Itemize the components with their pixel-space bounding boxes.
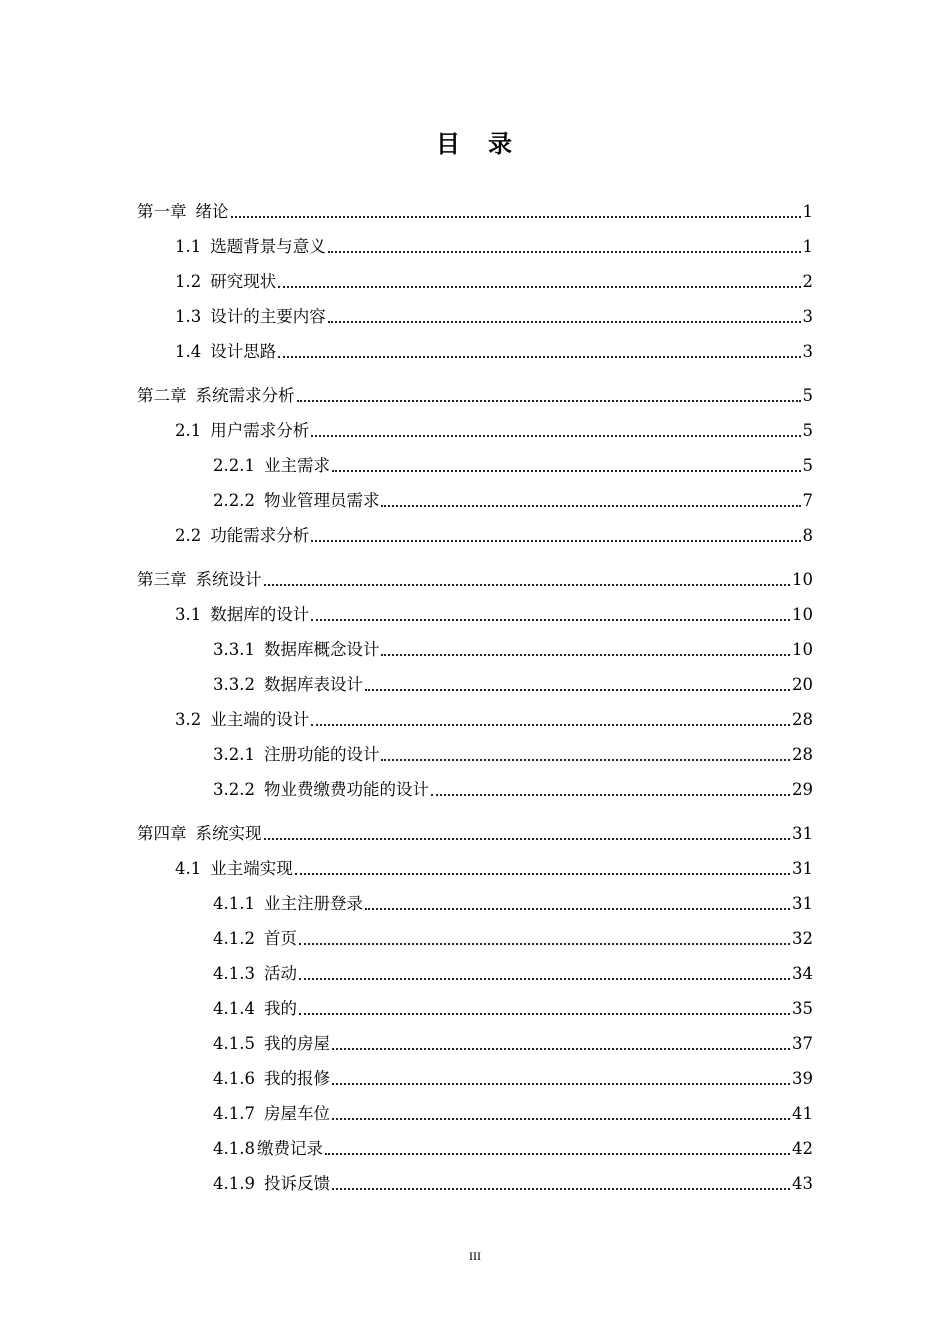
toc-entry-title: 研究现状 [210,272,277,291]
toc-entry[interactable] [213,1172,813,1196]
toc-entry[interactable] [213,1067,813,1091]
toc-entry-label [137,384,295,408]
toc-entry-label [213,1067,330,1091]
toc-entry-label [175,524,309,548]
toc-entry-label [213,927,297,951]
toc-entry[interactable] [175,524,813,548]
toc-entry-label [137,568,262,592]
toc-entry[interactable] [137,200,813,224]
toc-entry-page: 28 [792,710,813,729]
toc-entry[interactable] [213,892,813,916]
toc-entry-page: 3 [802,342,813,361]
toc-entry-page: 7 [802,491,813,510]
page-title: 目 录 [436,130,514,158]
toc-entry-title: 首页 [263,929,297,948]
toc-entry[interactable] [213,1102,813,1126]
toc-entry-label [175,603,309,627]
toc-dot-leader [332,1118,790,1120]
toc-entry[interactable] [137,384,813,408]
toc-dot-leader [299,978,790,980]
toc-entry-number: 第四章 [137,824,187,843]
toc-dot-leader [381,654,790,656]
page-number: III [469,1249,481,1263]
toc-dot-leader [311,540,800,542]
toc-dot-leader [328,251,801,253]
toc-entry-number: 4.1.4 [213,999,255,1018]
toc-entry-number: 3.2.1 [213,745,255,764]
toc-entry-label [175,857,293,881]
toc-entry-title: 投诉反馈 [263,1174,330,1193]
toc-entry-page: 10 [792,570,813,589]
toc-entry-label [213,778,429,802]
toc-entry-title: 功能需求分析 [210,526,310,545]
toc-entry-label [213,673,363,697]
toc-entry-title: 设计思路 [210,342,277,361]
toc-entry[interactable] [213,1137,813,1161]
toc-entry-label [137,200,229,224]
toc-entry-number: 4.1.3 [213,964,255,983]
toc-entry-page: 31 [792,894,813,913]
toc-entry-page: 1 [802,202,813,221]
toc-entry-label [175,305,326,329]
toc-entry-title: 注册功能的设计 [263,745,380,764]
toc-entry-label [213,997,297,1021]
toc-entry-title: 缴费记录 [256,1139,323,1158]
toc-dot-leader [299,943,790,945]
toc-entry-label [175,270,276,294]
toc-dot-leader [278,286,800,288]
toc-entry-page: 5 [802,421,813,440]
toc-entry-title: 业主注册登录 [263,894,363,913]
toc-entry[interactable] [175,708,813,732]
toc-entry-page: 35 [792,999,813,1018]
toc-dot-leader [431,794,790,796]
toc-entry-label [213,962,297,986]
toc-entry[interactable] [175,419,813,443]
toc-entry-title: 我的房屋 [263,1034,330,1053]
toc-entry[interactable] [213,638,813,662]
toc-entry-page: 5 [802,386,813,405]
toc-dot-leader [295,873,790,875]
toc-entry-page: 29 [792,780,813,799]
toc-entry-page: 31 [792,824,813,843]
toc-entry[interactable] [175,305,813,329]
toc-entry-page: 41 [792,1104,813,1123]
toc-dot-leader [332,1083,790,1085]
toc-dot-leader [381,759,790,761]
toc-dot-leader [332,1188,790,1190]
toc-entry[interactable] [175,603,813,627]
toc-entry[interactable] [137,822,813,846]
toc-entry-page: 39 [792,1069,813,1088]
toc-entry-page: 1 [802,237,813,256]
toc-entry-title: 系统实现 [195,824,262,843]
toc-entry-title: 我的 [263,999,297,1018]
toc-entry-number: 2.2.2 [213,491,255,510]
toc-entry[interactable] [213,489,813,513]
toc-entry-number: 1.2 [175,272,202,291]
toc-entry-label [137,822,262,846]
toc-entry-number: 4.1.1 [213,894,255,913]
toc-entry[interactable] [175,235,813,259]
toc-entry-page: 37 [792,1034,813,1053]
toc-entry-number: 4.1.7 [213,1104,255,1123]
toc-dot-leader [311,435,800,437]
toc-dot-leader [311,619,790,621]
toc-entry-title: 业主需求 [263,456,330,475]
toc-entry-page: 31 [792,859,813,878]
toc-entry[interactable] [213,1032,813,1056]
toc-entry-page: 10 [792,640,813,659]
toc-entry-title: 物业管理员需求 [263,491,380,510]
toc-entry-page: 3 [802,307,813,326]
toc-dot-leader [299,1013,790,1015]
toc-entry-title: 绪论 [195,202,229,221]
toc-dot-leader [264,838,791,840]
toc-entry-number: 1.1 [175,237,202,256]
toc-dot-leader [311,724,790,726]
toc-entry-number: 4.1.9 [213,1174,255,1193]
toc-entry-title: 系统需求分析 [195,386,295,405]
toc-entry-title: 用户需求分析 [210,421,310,440]
toc-entry-label [213,638,379,662]
toc-dot-leader [278,356,800,358]
toc-entry-page: 43 [792,1174,813,1193]
toc-entry-title: 数据库表设计 [263,675,363,694]
toc-entry-label [213,1172,330,1196]
toc-entry-page: 32 [792,929,813,948]
toc-entry-label [213,892,363,916]
toc-entry[interactable] [137,568,813,592]
toc-entry-number: 1.3 [175,307,202,326]
toc-entry-title: 系统设计 [195,570,262,589]
toc-entry[interactable] [213,778,813,802]
toc-entry-number: 4.1.5 [213,1034,255,1053]
toc-entry-number: 4.1 [175,859,202,878]
toc-entry-page: 10 [792,605,813,624]
toc-entry-label [213,489,379,513]
toc-dot-leader [365,689,790,691]
toc-dot-leader [328,321,801,323]
toc-entry[interactable] [213,997,813,1021]
toc-entry-page: 5 [802,456,813,475]
toc-entry[interactable] [175,340,813,364]
toc-entry-title: 选题背景与意义 [210,237,326,256]
toc-entry[interactable] [213,454,813,478]
toc-entry-page: 34 [792,964,813,983]
toc-entry-number: 2.2.1 [213,456,255,475]
toc-entry-page: 8 [802,526,813,545]
toc-entry-title: 业主端的设计 [210,710,310,729]
toc-entry-title: 数据库概念设计 [263,640,380,659]
toc-entry[interactable] [175,270,813,294]
toc-dot-leader [264,584,791,586]
toc-entry-title: 我的报修 [263,1069,330,1088]
toc-dot-leader [325,1153,790,1155]
toc-entry-number: 2.1 [175,421,202,440]
toc-entry-number: 2.2 [175,526,202,545]
toc-dot-leader [381,505,800,507]
toc-entry-title: 业主端实现 [210,859,293,878]
toc-entry-page: 28 [792,745,813,764]
toc-dot-leader [297,400,801,402]
toc-entry-number: 3.2.2 [213,780,255,799]
toc-entry-number: 4.1.2 [213,929,255,948]
toc-entry-number: 第三章 [137,570,187,589]
toc-entry-title: 物业费缴费功能的设计 [263,780,429,799]
toc-entry-number: 3.3.2 [213,675,255,694]
toc-entry-number: 4.1.6 [213,1069,255,1088]
toc-entry-label [213,743,379,767]
toc-entry[interactable] [213,962,813,986]
toc-entry[interactable] [175,857,813,881]
toc-entry-number: 3.3.1 [213,640,255,659]
toc-entry-label [213,454,330,478]
toc-entry-label [175,340,276,364]
toc-entry-page: 2 [802,272,813,291]
toc-dot-leader [332,470,801,472]
toc-entry-label [213,1032,330,1056]
toc-entry[interactable] [213,927,813,951]
toc-entry-page: 42 [792,1139,813,1158]
toc-entry-number: 4.1.8 [213,1139,255,1158]
toc-entry-label [213,1137,323,1161]
toc-entry[interactable] [213,673,813,697]
toc-entry-label [213,1102,330,1126]
toc-entry-number: 1.4 [175,342,202,361]
toc-entry-title: 数据库的设计 [210,605,310,624]
toc-entry-page: 20 [792,675,813,694]
toc-entry-label [175,708,309,732]
toc-entry[interactable] [213,743,813,767]
toc-entry-title: 房屋车位 [263,1104,330,1123]
toc-dot-leader [365,908,790,910]
toc-entry-title: 设计的主要内容 [210,307,326,326]
toc-entry-title: 活动 [263,964,297,983]
toc-entry-label [175,419,309,443]
toc-entry-number: 3.2 [175,710,202,729]
toc-entry-number: 第二章 [137,386,187,405]
toc-entry-number: 第一章 [137,202,187,221]
toc-dot-leader [231,216,801,218]
toc-entry-label [175,235,326,259]
toc-dot-leader [332,1048,790,1050]
toc-entry-number: 3.1 [175,605,202,624]
